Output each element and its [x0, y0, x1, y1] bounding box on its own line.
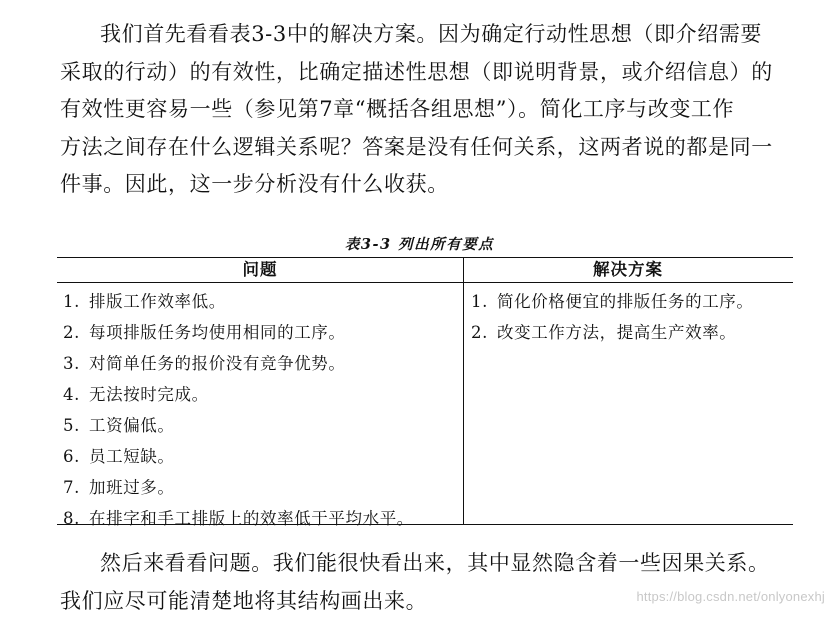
list-item: [63, 381, 459, 412]
header-solutions: 解决方案: [463, 258, 793, 282]
header-problems: 问题: [57, 258, 463, 282]
item-number: 1.: [63, 288, 89, 316]
closing-paragraph: [60, 545, 820, 620]
item-number: 3.: [63, 350, 89, 378]
item-text: 排版工作效率低。: [89, 292, 226, 311]
item-text: 工资偏低。: [89, 416, 175, 435]
item-number: 5.: [63, 412, 89, 440]
item-text: 简化价格便宜的排版任务的工序。: [497, 292, 754, 311]
column-divider: [463, 258, 464, 524]
solutions-list: [471, 288, 789, 350]
list-item: [63, 288, 459, 319]
list-item: [63, 350, 459, 381]
item-number: 1.: [471, 288, 497, 316]
item-number: 2.: [63, 319, 89, 347]
item-text: 对简单任务的报价没有竞争优势。: [89, 354, 346, 373]
intro-line: 方法之间存在什么逻辑关系呢？答案是没有任何关系，这两者说的都是同一: [60, 129, 800, 167]
intro-line: 件事。因此，这一步分析没有什么收获。: [60, 166, 800, 204]
list-item: [471, 319, 789, 350]
intro-line: 采取的行动）的有效性，比确定描述性思想（即说明背景，或介绍信息）的: [60, 54, 800, 92]
blog-watermark: https://blog.csdn.net/onlyonexhj: [636, 589, 825, 604]
closing-line: 然后来看看问题。我们能很快看出来，其中显然隐含着一些因果关系。: [60, 545, 820, 583]
header-divider: [57, 282, 793, 283]
key-points-table: [57, 257, 793, 525]
list-item: [63, 412, 459, 443]
intro-line: 有效性更容易一些（参见第7章“概括各组思想”）。简化工序与改变工作: [60, 91, 800, 129]
item-text: 无法按时完成。: [89, 385, 209, 404]
list-item: [471, 288, 789, 319]
intro-paragraph: [60, 16, 800, 204]
item-number: 8.: [63, 505, 89, 533]
list-item: [63, 474, 459, 505]
item-text: 改变工作方法，提高生产效率。: [497, 323, 736, 342]
item-number: 4.: [63, 381, 89, 409]
item-number: 2.: [471, 319, 497, 347]
item-text: 在排字和手工排版上的效率低于平均水平。: [89, 509, 414, 528]
intro-line: 我们首先看看表3-3中的解决方案。因为确定行动性思想（即介绍需要: [60, 16, 800, 54]
item-text: 员工短缺。: [89, 447, 175, 466]
item-number: 7.: [63, 474, 89, 502]
item-text: 加班过多。: [89, 478, 175, 497]
item-number: 6.: [63, 443, 89, 471]
list-item: [63, 319, 459, 350]
list-item: [63, 505, 459, 536]
item-text: 每项排版任务均使用相同的工序。: [89, 323, 346, 342]
problems-list: [63, 288, 459, 536]
table-caption: 表3-3 列出所有要点: [0, 233, 839, 254]
closing-line: 我们应尽可能清楚地将其结构画出来。: [60, 583, 820, 620]
list-item: [63, 443, 459, 474]
